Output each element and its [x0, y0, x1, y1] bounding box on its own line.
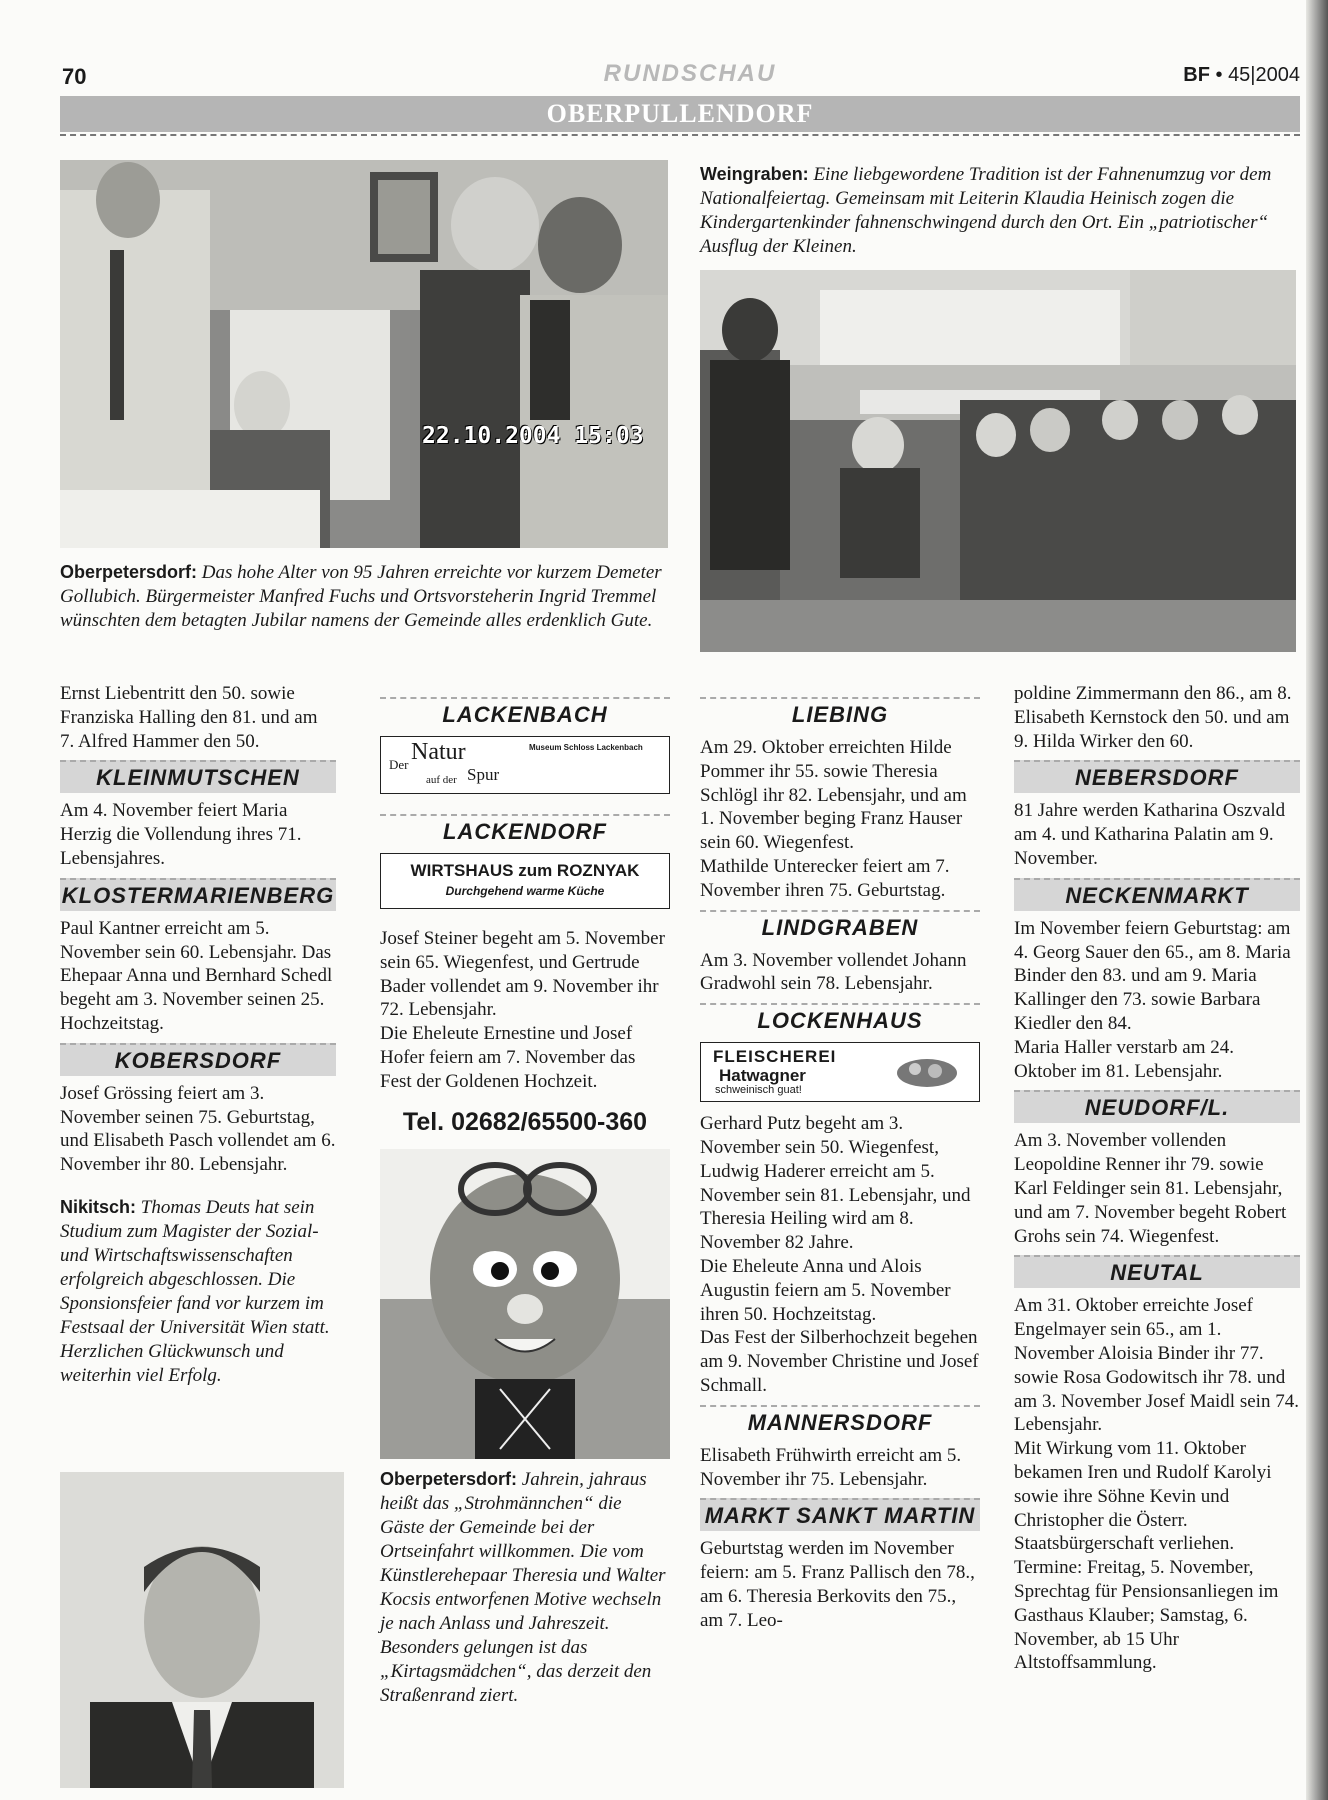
- photo-portrait: [60, 1472, 344, 1788]
- photo-jubilar: [60, 160, 668, 548]
- caption-place: Oberpetersdorf:: [380, 1468, 518, 1489]
- heading-klostermarienberg: KLOSTERMARIENBERG: [60, 878, 336, 911]
- text-kobersdorf: Josef Grössing feiert am 3. November seinen 75. Geburtstag, und Elisabeth Pasch vollendet am 6. November ihr 80. Lebensjahr.: [60, 1082, 336, 1176]
- text-lackendorf-2: Die Eheleute Ernestine und Josef Hofer feiern am 7. November das Fest der Goldenen Hochzeit.: [380, 1023, 636, 1092]
- ad-natur-auf-der-spur: [380, 736, 670, 794]
- heading-kobersdorf: KOBERSDORF: [60, 1043, 336, 1076]
- heading-lackendorf: LACKENDORF: [380, 814, 670, 847]
- heading-markt-sankt-martin: MARKT SANKT MARTIN: [700, 1498, 980, 1531]
- text-nebersdorf: 81 Jahre werden Katharina Oszvald am 4. und Katharina Palatin am 9. November.: [1014, 800, 1286, 869]
- page-number: 70: [62, 64, 87, 89]
- text-neckenmarkt-2: Maria Haller verstarb am 24. Oktober im 81. Lebensjahr.: [1014, 1036, 1234, 1082]
- telephone-number: Tel. 02682/65500-360: [402, 1107, 648, 1136]
- caption-text: Eine liebgewordene Tradition ist der Fahnenumzug vor dem Nationalfeiertag. Gemeinsam mit Leiterin Klaudia Heinisch zogen die Kindergartenkinder fahnenschwingend durch den Ort. Ein „patriotischer“ Ausflug der Kleinen.: [700, 164, 1272, 257]
- ad-fleischerei-l1: FLEISCHEREI: [713, 1047, 837, 1067]
- heading-neutal: NEUTAL: [1014, 1255, 1300, 1288]
- caption-oberpetersdorf-jubilar: [60, 560, 672, 633]
- heading-lackenbach: LACKENBACH: [380, 697, 670, 730]
- text-liebing-2: Mathilde Unterecker feiert am 7. November ihren 75. Geburtstag.: [700, 855, 950, 901]
- section-title: RUNDSCHAU: [603, 60, 777, 87]
- caption-weingraben: [700, 162, 1290, 259]
- issue-info: [1183, 64, 1300, 87]
- heading-kleinmutschen: KLEINMUTSCHEN: [60, 760, 336, 793]
- region-title: OBERPULLENDORF: [546, 99, 814, 128]
- caption-text: Jahrein, jahraus heißt das „Strohmännchen“ die Gäste der Gemeinde bei der Ortseinfahrt willkommen. Die vom Künstlerehepaar Theresia und Walter Kocsis entworfenen Motive wechseln je nach Anlass und Jahreszeit. Besonders gelungen ist das „Kirtagsmädchen“, das derzeit den Straßenrand ziert.: [380, 1468, 666, 1706]
- page-gutter: [1306, 0, 1328, 1800]
- column-4: [1014, 682, 1300, 1675]
- caption-text: Das hohe Alter von 95 Jahren erreichte vor kurzem Demeter Gollubich. Bürgermeister Manfred Fuchs und Ortsvorsteherin Ingrid Tremmel wünschten dem betagten Jubilar namens der Gemeinde alles erdenklich Gute.: [60, 562, 662, 631]
- text-neutal: Am 31. Oktober erreichte Josef Engelmayer sein 65., am 1. November Aloisia Binder ihr 77. sowie Rosa Godowitsch ihr 78. und am 3. November Josef Maidl sein 74. Lebensjahr.: [1014, 1295, 1299, 1436]
- ad-der: Der: [389, 757, 409, 772]
- ad-wirtshaus-name: WIRTSHAUS zum ROZNYAK: [410, 861, 640, 880]
- heading-nebersdorf: NEBERSDORF: [1014, 760, 1300, 793]
- photo-strohmaennchen: [380, 1149, 670, 1459]
- photo-datestamp: 22.10.2004 15:03: [422, 423, 644, 449]
- caption-text: Thomas Deuts hat sein Studium zum Magister der Sozial- und Wirtschaftswissenschaften erfolgreich abgeschlossen. Die Sponsionsfeier fand vor kurzem im Festsaal der Universität Wien statt. Herzlichen Glückwunsch und weiterhin viel Erfolg.: [60, 1196, 330, 1386]
- column-2: [380, 690, 670, 1708]
- column-1: [60, 682, 336, 1388]
- publication-name: BF: [1183, 64, 1210, 86]
- col4-intro: poldine Zimmermann den 86., am 8. Elisabeth Kernstock den 50. und am 9. Hilda Wirker den 60.: [1014, 683, 1292, 752]
- text-markt-sankt-martin: Geburtstag werden im November feiern: am 5. Franz Pallisch den 78., am 6. Theresia Berkovits den 75., am 7. Leo-: [700, 1538, 975, 1631]
- text-neutal-2: Mit Wirkung vom 11. Oktober bekamen Iren und Rudolf Karolyi sowie ihre Söhne Kevin und Christopher die Österr. Staatsbürgerschaft verliehen.: [1014, 1438, 1272, 1555]
- ad-fleischerei-l3: schweinisch guat!: [715, 1084, 802, 1097]
- text-neudorf: Am 3. November vollenden Leopoldine Renner ihr 79. sowie Karl Feldinger sein 81. Lebensjahr, und am 7. November begeht Robert Grohs sein 74. Wiegenfest.: [1014, 1130, 1287, 1247]
- photo-kindergarten: [700, 270, 1296, 652]
- caption-nikitsch: [60, 1195, 336, 1388]
- text-neckenmarkt: Im November feiern Geburtstag: am 4. Georg Sauer den 65., am 8. Maria Binder den 83. und am 9. Maria Kallinger den 73. sowie Barbara Kiedler den 84.: [1014, 917, 1291, 1034]
- text-lockenhaus-2: Die Eheleute Anna und Alois Augustin feiern am 5. November ihren 50. Hochzeitstag.: [700, 1255, 951, 1325]
- heading-lockenhaus: LOCKENHAUS: [700, 1003, 980, 1036]
- ad-auf-der: auf der: [426, 774, 457, 786]
- ad-wirtshaus-tagline: Durchgehend warme Küche: [445, 884, 605, 898]
- ad-museum: Museum Schloss Lackenbach: [529, 743, 643, 752]
- ad-fleischerei-hatwagner: [700, 1042, 980, 1102]
- text-liebing: Am 29. Oktober erreichten Hilde Pommer ihr 55. sowie Theresia Schlögl ihr 82. Lebensjahr, und am 1. November beging Franz Hauser sein 60. Wiegenfest.: [700, 737, 967, 854]
- text-lackendorf: Josef Steiner begeht am 5. November sein 65. Wiegenfest, und Gertrude Bader vollendet am 9. November ihr 72. Lebensjahr.: [380, 928, 665, 1021]
- heading-neudorf: NEUDORF/L.: [1014, 1090, 1300, 1123]
- caption-oberpetersdorf-strohmaennchen: [380, 1467, 670, 1708]
- text-lockenhaus-3: Das Fest der Silberhochzeit begehen am 9. November Christine und Josef Schmall.: [700, 1327, 979, 1396]
- heading-neckenmarkt: NECKENMARKT: [1014, 878, 1300, 911]
- issue-number: 45|2004: [1228, 64, 1300, 86]
- heading-liebing: LIEBING: [700, 697, 980, 730]
- separator: •: [1215, 64, 1223, 86]
- col1-intro: Ernst Liebentritt den 50. sowie Franziska Halling den 81. und am 7. Alfred Hammer den 50.: [60, 683, 318, 752]
- ad-natur: Natur: [411, 739, 466, 765]
- text-neutal-3: Termine: Freitag, 5. November, Sprechtag für Pensionsanliegen im Gasthaus Klauber; Samstag, 6. November, ab 15 Uhr Altstoffsammlung.: [1014, 1557, 1279, 1674]
- text-lindgraben: Am 3. November vollendet Johann Gradwohl sein 78. Lebensjahr.: [700, 949, 967, 995]
- column-3: [700, 690, 980, 1633]
- text-lockenhaus: Gerhard Putz begeht am 3. November sein 50. Wiegenfest, Ludwig Haderer erreicht am 5. November sein 81. Lebensjahr, und Theresia Heiling wird am 8. November 82 Jahre.: [700, 1113, 971, 1254]
- heading-mannersdorf: MANNERSDORF: [700, 1405, 980, 1438]
- pig-logo-icon: [891, 1051, 963, 1093]
- text-kleinmutschen: Am 4. November feiert Maria Herzig die Vollendung ihres 71. Lebensjahres.: [60, 800, 302, 869]
- header-divider: [60, 134, 1300, 136]
- ad-spur: Spur: [467, 765, 500, 784]
- text-mannersdorf: Elisabeth Frühwirth erreicht am 5. November ihr 75. Lebensjahr.: [700, 1444, 962, 1490]
- heading-lindgraben: LINDGRABEN: [700, 910, 980, 943]
- caption-place: Nikitsch:: [60, 1196, 137, 1217]
- ad-fleischerei-l2: Hatwagner: [719, 1066, 806, 1086]
- text-klostermarienberg: Paul Kantner erreicht am 5. November sein 60. Lebensjahr. Das Ehepaar Anna und Bernhard Schedl begeht am 3. November seinen 25. Hochzeitstag.: [60, 917, 333, 1034]
- ad-wirtshaus-roznyak: [380, 853, 670, 909]
- caption-place: Weingraben:: [700, 164, 809, 184]
- caption-place: Oberpetersdorf:: [60, 562, 198, 582]
